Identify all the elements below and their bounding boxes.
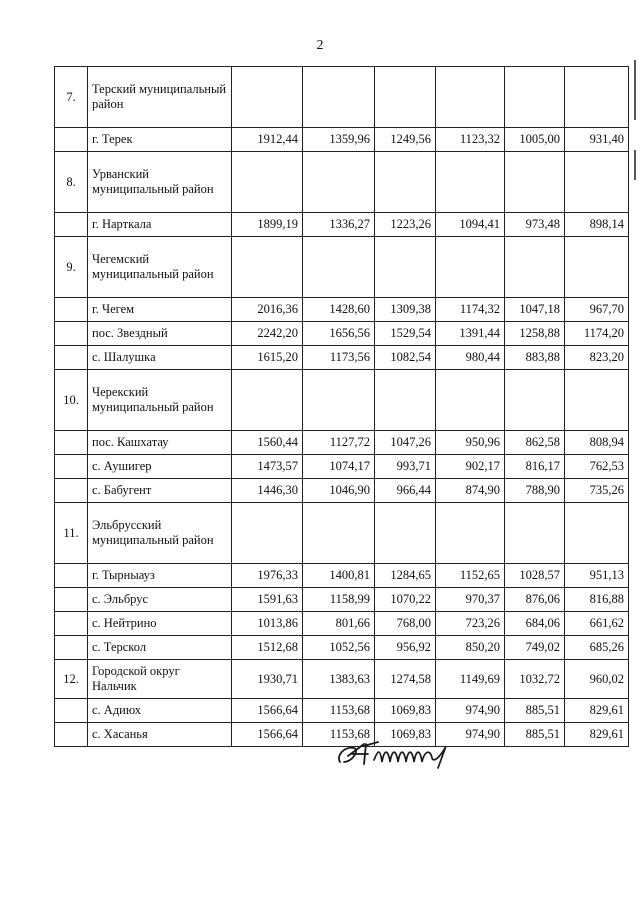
row-number-cell [55,588,88,612]
table-row [55,346,629,370]
value-cell [232,503,303,564]
value-cell [375,237,436,298]
value-cell: 970,37 [436,588,505,612]
value-cell: 762,53 [565,455,629,479]
row-number-cell [55,455,88,479]
table-row [55,298,629,322]
value-cell [505,503,565,564]
value-cell: 723,26 [436,612,505,636]
settlement-name-cell: с. Хасанья [88,723,232,747]
table-row [55,431,629,455]
value-cell: 862,58 [505,431,565,455]
value-cell: 2016,36 [232,298,303,322]
value-cell [565,152,629,213]
row-number-cell [55,322,88,346]
row-number-cell [55,128,88,152]
value-cell: 1052,56 [303,636,375,660]
value-cell: 1615,20 [232,346,303,370]
table-row [55,564,629,588]
table-row [55,213,629,237]
value-cell: 876,06 [505,588,565,612]
district-row [55,152,629,213]
value-cell [436,237,505,298]
value-cell [565,370,629,431]
value-cell: 1032,72 [505,660,565,699]
value-cell: 749,02 [505,636,565,660]
row-number-cell [55,431,88,455]
value-cell: 816,88 [565,588,629,612]
row-number-cell: 8. [55,152,88,213]
value-cell: 1153,68 [303,699,375,723]
value-cell: 967,70 [565,298,629,322]
value-cell [375,503,436,564]
value-cell: 1123,32 [436,128,505,152]
value-cell: 1512,68 [232,636,303,660]
table-row [55,322,629,346]
settlement-name-cell: с. Аушигер [88,455,232,479]
table-row [55,636,629,660]
value-cell: 974,90 [436,723,505,747]
value-cell [436,503,505,564]
district-name-cell: Терский муниципальный район [88,67,232,128]
value-cell: 2242,20 [232,322,303,346]
value-cell: 1473,57 [232,455,303,479]
table-row [55,128,629,152]
value-cell: 661,62 [565,612,629,636]
value-cell: 956,92 [375,636,436,660]
district-row [55,503,629,564]
value-cell: 1274,58 [375,660,436,699]
value-cell [505,67,565,128]
row-number-cell: 9. [55,237,88,298]
value-cell: 1028,57 [505,564,565,588]
row-number-cell [55,636,88,660]
district-name-cell: Чегемский муниципальный район [88,237,232,298]
district-name-cell: Черекский муниципальный район [88,370,232,431]
value-cell: 1529,54 [375,322,436,346]
value-cell: 788,90 [505,479,565,503]
value-cell: 1082,54 [375,346,436,370]
value-cell: 1094,41 [436,213,505,237]
value-cell: 1566,64 [232,699,303,723]
value-cell: 1930,71 [232,660,303,699]
row-number-cell [55,479,88,503]
value-cell: 960,02 [565,660,629,699]
settlement-name-cell: пос. Звездный [88,322,232,346]
value-cell: 1070,22 [375,588,436,612]
value-cell [375,67,436,128]
value-cell [303,152,375,213]
value-cell [505,152,565,213]
settlement-name-cell: с. Адиюх [88,699,232,723]
settlement-name-cell: с. Нейтрино [88,612,232,636]
value-cell: 980,44 [436,346,505,370]
value-cell [303,370,375,431]
row-number-cell: 12. [55,660,88,699]
value-cell: 966,44 [375,479,436,503]
value-cell: 1591,63 [232,588,303,612]
value-cell: 816,17 [505,455,565,479]
settlement-name-cell: пос. Кашхатау [88,431,232,455]
value-cell: 1284,65 [375,564,436,588]
row-number-cell: 11. [55,503,88,564]
row-number-cell: 10. [55,370,88,431]
value-cell: 1428,60 [303,298,375,322]
table-row [55,479,629,503]
settlement-name-cell: Городской округ Нальчик [88,660,232,699]
value-cell: 1566,64 [232,723,303,747]
value-cell: 1560,44 [232,431,303,455]
value-cell: 1046,90 [303,479,375,503]
value-cell [303,237,375,298]
value-cell: 1912,44 [232,128,303,152]
value-cell: 685,26 [565,636,629,660]
value-cell [303,503,375,564]
row-number-cell [55,612,88,636]
row-number-cell [55,699,88,723]
value-cell: 1173,56 [303,346,375,370]
tariff-table [54,66,629,747]
value-cell: 1976,33 [232,564,303,588]
table-row [55,612,629,636]
settlement-name-cell: г. Терек [88,128,232,152]
settlement-name-cell: с. Терскол [88,636,232,660]
value-cell [375,152,436,213]
value-cell: 951,13 [565,564,629,588]
value-cell: 801,66 [303,612,375,636]
value-cell: 874,90 [436,479,505,503]
district-row [55,67,629,128]
value-cell: 1391,44 [436,322,505,346]
value-cell [436,152,505,213]
value-cell: 1400,81 [303,564,375,588]
value-cell: 1336,27 [303,213,375,237]
value-cell: 1074,17 [303,455,375,479]
signature-image [334,732,464,774]
value-cell: 1258,88 [505,322,565,346]
table-row [55,699,629,723]
value-cell: 973,48 [505,213,565,237]
value-cell: 1069,83 [375,699,436,723]
value-cell: 1069,83 [375,723,436,747]
value-cell [505,237,565,298]
value-cell: 1174,32 [436,298,505,322]
value-cell: 883,88 [505,346,565,370]
value-cell: 1127,72 [303,431,375,455]
value-cell [303,67,375,128]
value-cell: 1383,63 [303,660,375,699]
row-number-cell [55,723,88,747]
value-cell [436,370,505,431]
value-cell: 1309,38 [375,298,436,322]
value-cell: 1223,26 [375,213,436,237]
settlement-name-cell: с. Эльбрус [88,588,232,612]
value-cell [232,237,303,298]
value-cell [505,370,565,431]
settlement-name-cell: г. Нарткала [88,213,232,237]
table-row [55,588,629,612]
value-cell [232,67,303,128]
value-cell: 808,94 [565,431,629,455]
value-cell [375,370,436,431]
value-cell: 1013,86 [232,612,303,636]
value-cell: 1249,56 [375,128,436,152]
signature [334,732,464,779]
table-body [55,67,629,747]
value-cell: 768,00 [375,612,436,636]
value-cell: 974,90 [436,699,505,723]
value-cell: 684,06 [505,612,565,636]
scan-edge-mark [634,150,636,180]
settlement-name-cell: г. Чегем [88,298,232,322]
district-name-cell: Урванский муниципальный район [88,152,232,213]
value-cell [565,237,629,298]
value-cell: 885,51 [505,723,565,747]
value-cell: 1446,30 [232,479,303,503]
row-number-cell [55,564,88,588]
table-row [55,660,629,699]
row-number-cell [55,213,88,237]
value-cell: 1158,99 [303,588,375,612]
value-cell: 823,20 [565,346,629,370]
table-row [55,455,629,479]
value-cell: 950,96 [436,431,505,455]
value-cell [436,67,505,128]
settlement-name-cell: г. Тырныауз [88,564,232,588]
value-cell: 1153,68 [303,723,375,747]
value-cell: 1005,00 [505,128,565,152]
scan-edge-mark [634,60,636,120]
row-number-cell: 7. [55,67,88,128]
value-cell: 829,61 [565,723,629,747]
settlement-name-cell: с. Бабугент [88,479,232,503]
value-cell: 902,17 [436,455,505,479]
settlement-name-cell: с. Шалушка [88,346,232,370]
value-cell: 993,71 [375,455,436,479]
value-cell: 1174,20 [565,322,629,346]
page-number: 2 [316,38,324,53]
value-cell: 898,14 [565,213,629,237]
value-cell [565,503,629,564]
value-cell: 1047,26 [375,431,436,455]
value-cell: 1047,18 [505,298,565,322]
value-cell: 931,40 [565,128,629,152]
value-cell: 1359,96 [303,128,375,152]
value-cell [565,67,629,128]
value-cell: 885,51 [505,699,565,723]
value-cell: 1149,69 [436,660,505,699]
row-number-cell [55,298,88,322]
value-cell: 1899,19 [232,213,303,237]
value-cell [232,152,303,213]
row-number-cell [55,346,88,370]
value-cell: 735,26 [565,479,629,503]
district-row [55,237,629,298]
value-cell: 1656,56 [303,322,375,346]
district-row [55,370,629,431]
value-cell [232,370,303,431]
district-name-cell: Эльбрусский муниципальный район [88,503,232,564]
value-cell: 1152,65 [436,564,505,588]
value-cell: 850,20 [436,636,505,660]
value-cell: 829,61 [565,699,629,723]
